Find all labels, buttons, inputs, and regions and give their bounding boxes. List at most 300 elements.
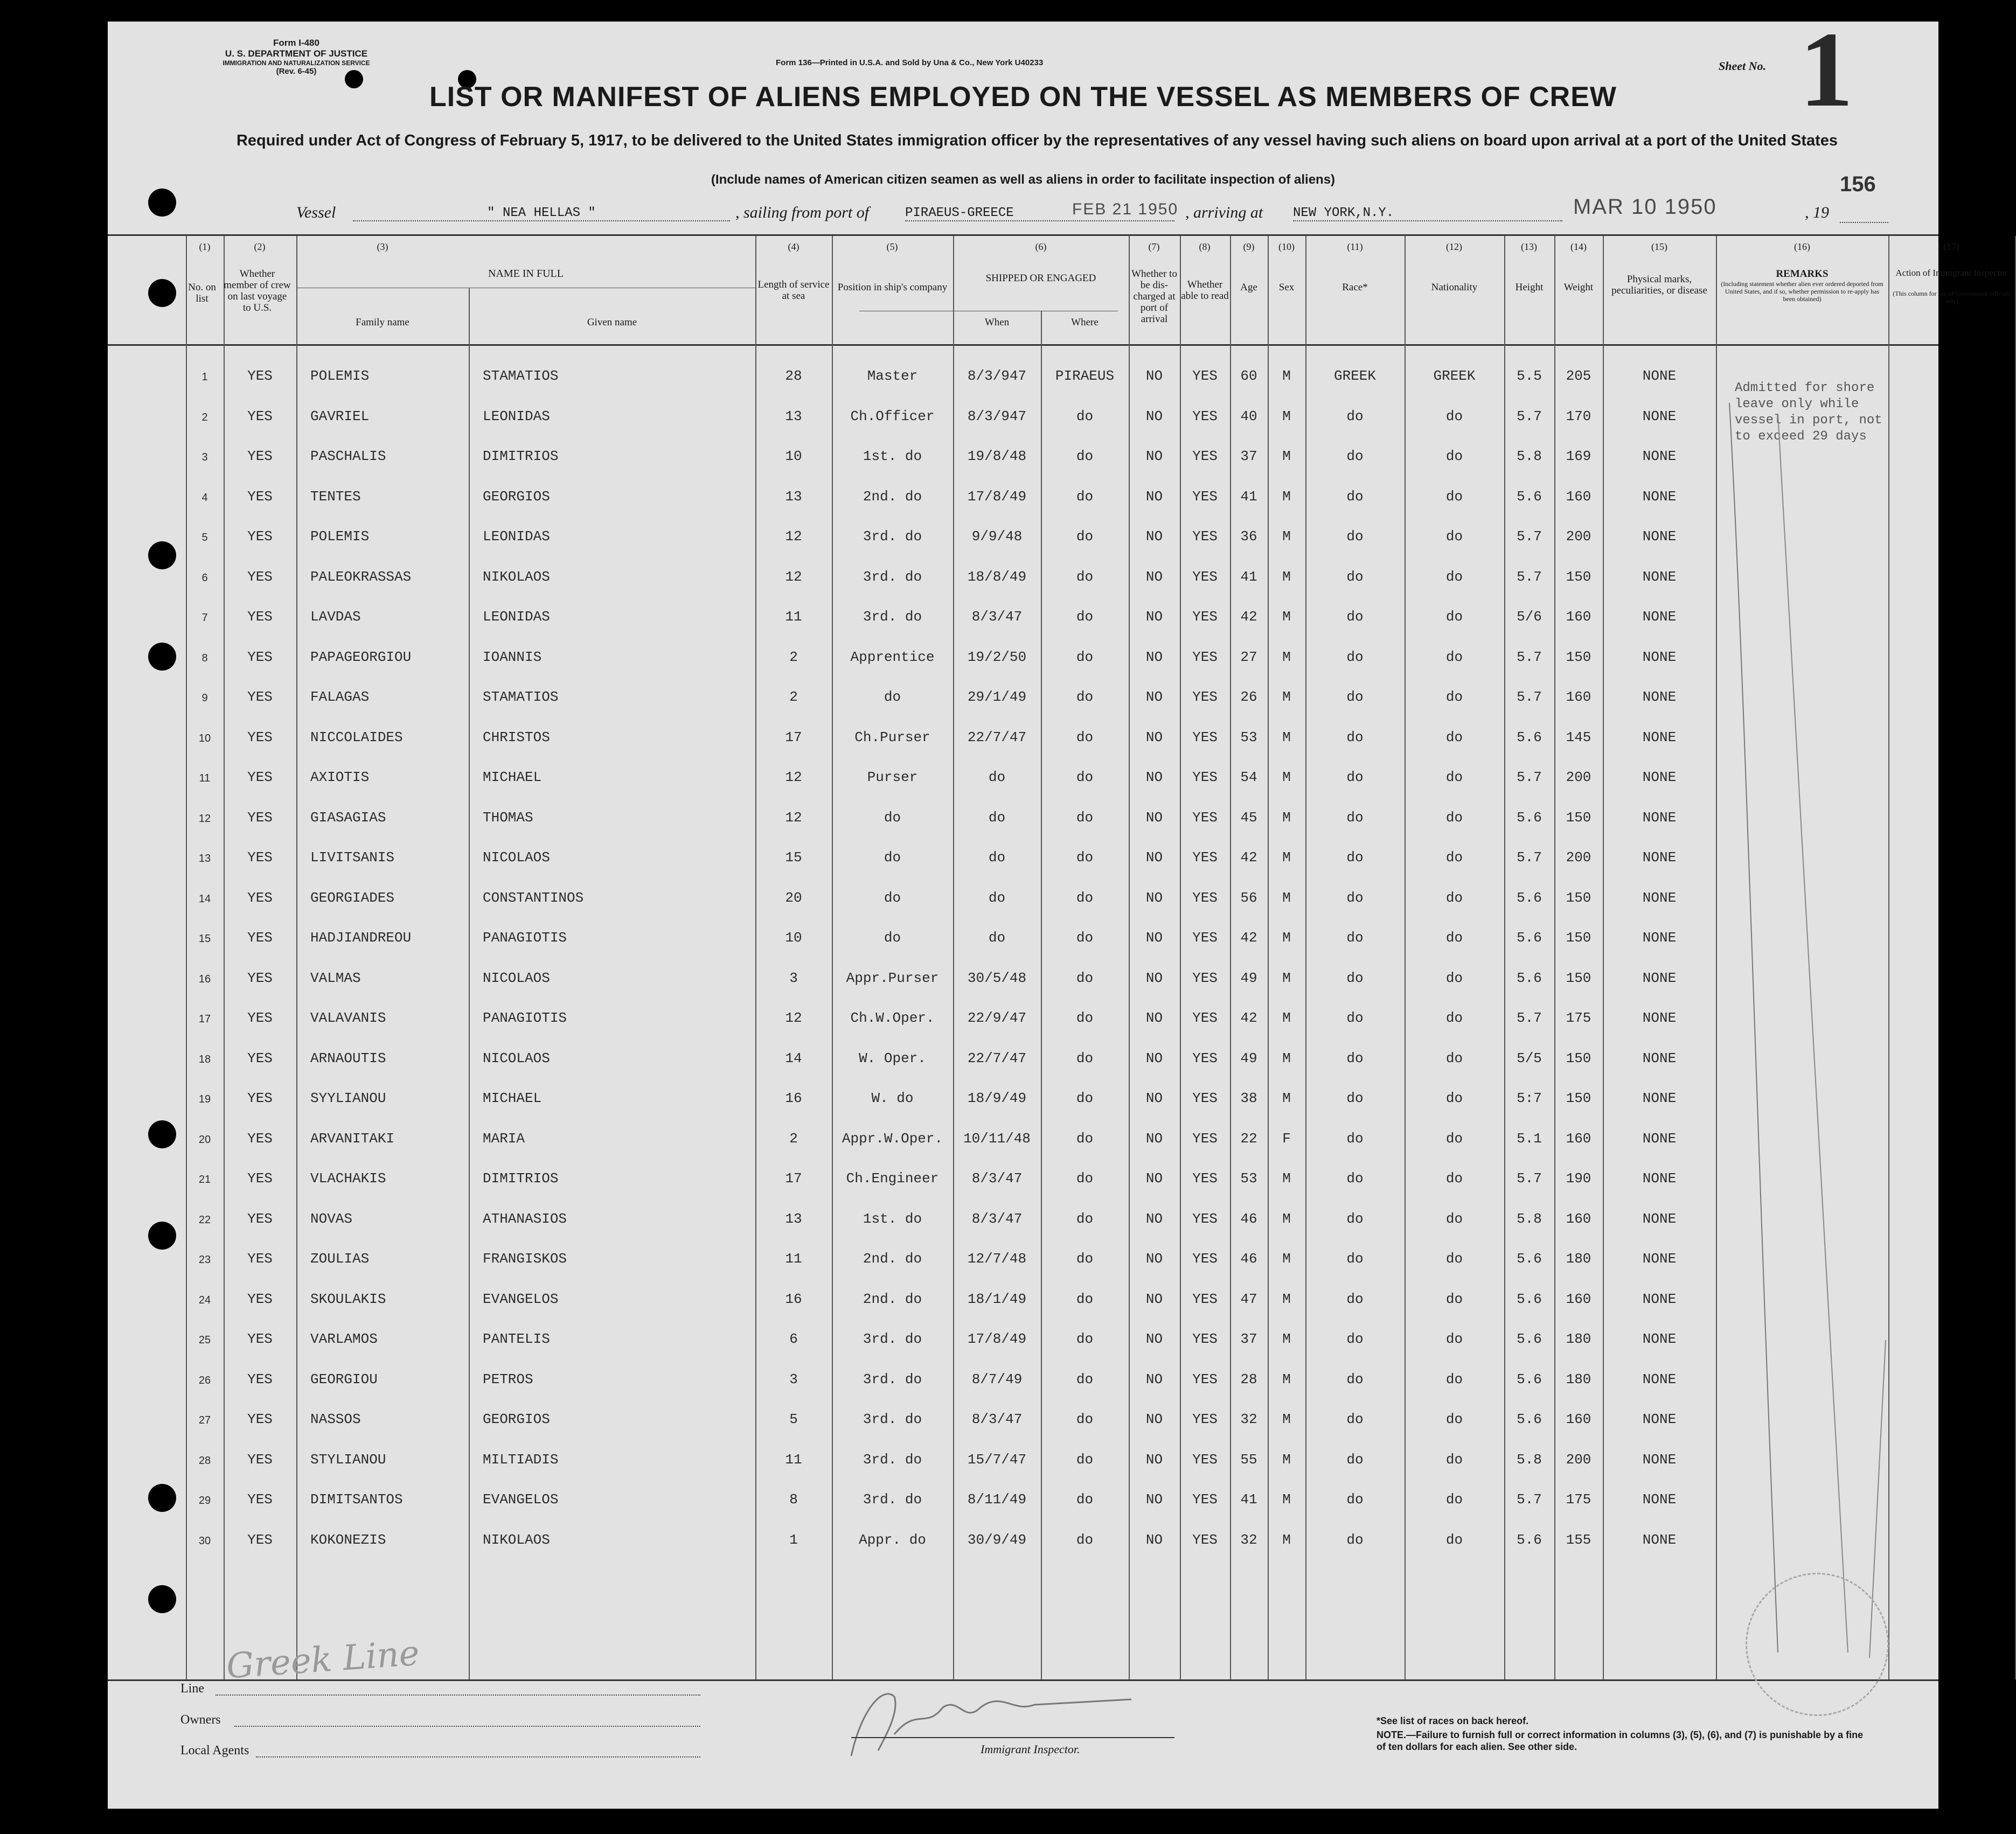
- cell-family-name: DIMITSANTOS: [310, 1491, 403, 1508]
- cell-read: YES: [1192, 769, 1218, 785]
- cell-read: YES: [1192, 809, 1218, 826]
- cell-race: do: [1346, 1010, 1364, 1026]
- cell-position: W. do: [871, 1090, 914, 1106]
- table-row: [108, 1521, 1938, 1561]
- cell-family-name: PASCHALIS: [310, 448, 386, 464]
- cell-age: 22: [1240, 1130, 1257, 1147]
- cell-when: 8/3/47: [971, 1411, 1023, 1427]
- cell-race: do: [1346, 528, 1364, 545]
- inclusion-note: (Include names of American citizen seamen as well as aliens in order to facilitate inspection of aliens): [711, 172, 1336, 187]
- agents-label: Local Agents: [180, 1744, 249, 1758]
- cell-discharged: NO: [1145, 488, 1163, 505]
- cell-position: do: [884, 849, 901, 866]
- cell-discharged: NO: [1145, 1251, 1163, 1267]
- cell-read: YES: [1192, 889, 1218, 906]
- cell-nationality: do: [1445, 849, 1463, 866]
- cell-age: 53: [1240, 1170, 1257, 1187]
- cell-given-name: PANTELIS: [483, 1331, 550, 1347]
- table-row: [108, 1040, 1938, 1080]
- cell-sex: M: [1282, 689, 1291, 705]
- cell-family-name: KOKONEZIS: [310, 1531, 386, 1548]
- cell-family-name: GAVRIEL: [310, 408, 370, 424]
- service: IMMIGRATION AND NATURALIZATION SERVICE: [223, 59, 370, 67]
- cell-marks: NONE: [1642, 889, 1677, 906]
- cell-service: 5: [789, 1411, 798, 1427]
- cell-sex: M: [1282, 568, 1291, 585]
- cell-marks: NONE: [1642, 1170, 1677, 1187]
- cell-service: 20: [785, 889, 802, 906]
- cell-previous-voyage: YES: [247, 1010, 273, 1026]
- table-row: [108, 758, 1938, 799]
- cell-previous-voyage: YES: [247, 1451, 273, 1468]
- cell-weight: 200: [1566, 769, 1591, 785]
- cell-where: do: [1076, 1331, 1094, 1347]
- cell-age: 40: [1240, 408, 1257, 424]
- cell-service: 1: [789, 1531, 798, 1548]
- cell-race: do: [1346, 1291, 1364, 1307]
- cell-nationality: do: [1445, 729, 1463, 745]
- cell-sex: F: [1282, 1130, 1291, 1147]
- cell-height: 5.6: [1517, 889, 1542, 906]
- cell-given-name: STAMATIOS: [483, 368, 559, 384]
- cell-position: Ch.W.Oper.: [850, 1010, 935, 1026]
- cell-sex: M: [1282, 970, 1291, 986]
- remarks-entry: Admitted for shore leave only while vessel in port, not to exceed 29 days: [1735, 381, 1882, 444]
- cell-position: 2nd. do: [863, 1291, 922, 1307]
- cell-height: 5.7: [1517, 769, 1542, 785]
- cell-where: do: [1076, 889, 1094, 906]
- row-number: 16: [198, 973, 211, 985]
- cell-weight: 180: [1566, 1371, 1591, 1387]
- cell-nationality: do: [1445, 408, 1463, 424]
- cell-service: 10: [785, 930, 802, 946]
- cell-family-name: NICCOLAIDES: [310, 729, 403, 745]
- cell-family-name: ZOULIAS: [310, 1251, 370, 1267]
- cell-age: 41: [1240, 568, 1257, 585]
- table-row: [108, 1441, 1938, 1481]
- header-shipped: SHIPPED OR ENGAGED: [985, 273, 1096, 284]
- cell-given-name: MICHAEL: [483, 1090, 542, 1106]
- penalty-note: NOTE.—Failure to furnish full or correct information in columns (3), (5), (6), and (7) is punishable by a fine of ten dollars for each alien. See other side.: [1377, 1730, 1864, 1752]
- column-number: (15): [1651, 241, 1667, 252]
- cell-where: do: [1076, 849, 1094, 866]
- cell-weight: 150: [1566, 1050, 1591, 1066]
- cell-when: 19/2/50: [967, 648, 1027, 665]
- cell-read: YES: [1192, 1090, 1218, 1106]
- column-number: (4): [788, 241, 800, 252]
- column-number: (3): [377, 241, 388, 252]
- cell-nationality: do: [1445, 1090, 1463, 1106]
- cell-where: do: [1076, 1291, 1094, 1307]
- cell-age: 42: [1240, 609, 1257, 625]
- cell-height: 5.7: [1517, 849, 1542, 866]
- cell-nationality: do: [1445, 1411, 1463, 1427]
- cell-service: 2: [789, 648, 798, 665]
- cell-family-name: STYLIANOU: [310, 1451, 386, 1468]
- cell-height: 5.1: [1517, 1130, 1542, 1147]
- row-number: 3: [201, 451, 208, 463]
- cell-position: 3rd. do: [863, 568, 922, 585]
- cell-sex: M: [1282, 849, 1291, 866]
- cell-previous-voyage: YES: [247, 889, 273, 906]
- cell-marks: NONE: [1642, 408, 1677, 424]
- cell-weight: 145: [1566, 729, 1591, 745]
- cell-where: do: [1076, 448, 1094, 464]
- cell-read: YES: [1192, 689, 1218, 705]
- cell-given-name: ATHANASIOS: [483, 1210, 567, 1227]
- cell-weight: 150: [1566, 889, 1591, 906]
- cell-when: 8/7/49: [971, 1371, 1023, 1387]
- cell-nationality: do: [1445, 1170, 1463, 1187]
- table-row: [108, 638, 1938, 679]
- sheet-label: Sheet No.: [1719, 59, 1766, 73]
- cell-service: 11: [785, 1251, 802, 1267]
- arriving-label: , arriving at: [1185, 204, 1263, 221]
- cell-height: 5.6: [1517, 1411, 1542, 1427]
- cell-nationality: do: [1445, 448, 1463, 464]
- cell-read: YES: [1192, 568, 1218, 585]
- cell-discharged: NO: [1145, 368, 1163, 384]
- sheet-number: 1: [1799, 10, 1853, 129]
- cell-previous-voyage: YES: [247, 1170, 273, 1187]
- cell-given-name: PETROS: [483, 1371, 533, 1387]
- cell-age: 37: [1240, 448, 1257, 464]
- cell-discharged: NO: [1145, 970, 1163, 986]
- cell-height: 5.7: [1517, 1170, 1542, 1187]
- cell-where: do: [1076, 1170, 1094, 1187]
- cell-sex: M: [1282, 408, 1291, 424]
- cell-marks: NONE: [1642, 648, 1677, 665]
- cell-nationality: do: [1445, 1451, 1463, 1468]
- header-discharged: Whether to be dis-charged at port of arrival: [1131, 268, 1177, 325]
- cell-weight: 169: [1566, 448, 1591, 464]
- cell-given-name: PANAGIOTIS: [483, 1010, 567, 1026]
- cell-marks: NONE: [1642, 1331, 1677, 1347]
- cell-previous-voyage: YES: [247, 1050, 273, 1066]
- cell-read: YES: [1192, 729, 1218, 745]
- cell-race: do: [1346, 609, 1364, 625]
- cell-weight: 200: [1566, 849, 1591, 866]
- cell-where: do: [1076, 1090, 1094, 1106]
- cell-previous-voyage: YES: [247, 1090, 273, 1106]
- cell-given-name: MILTIADIS: [483, 1451, 559, 1468]
- cell-age: 32: [1240, 1531, 1257, 1548]
- cell-where: do: [1076, 1371, 1094, 1387]
- cell-height: 5.8: [1517, 448, 1542, 464]
- form-id: Form I-480: [273, 38, 319, 48]
- cell-position: 2nd. do: [863, 1251, 922, 1267]
- cell-where: do: [1076, 930, 1094, 946]
- cell-service: 16: [785, 1090, 802, 1106]
- cell-previous-voyage: YES: [247, 1210, 273, 1227]
- cell-position: Ch.Officer: [850, 408, 935, 424]
- line-handwritten: Greek Line: [225, 1633, 421, 1687]
- cell-nationality: do: [1445, 1291, 1463, 1307]
- cell-marks: NONE: [1642, 1411, 1677, 1427]
- column-number: (16): [1794, 241, 1810, 252]
- cell-marks: NONE: [1642, 970, 1677, 986]
- cell-when: 18/9/49: [967, 1090, 1027, 1106]
- column-number: (8): [1199, 241, 1211, 252]
- arrival-port: NEW YORK,N.Y.: [1293, 206, 1562, 221]
- cell-family-name: HADJIANDREOU: [310, 930, 412, 946]
- cell-read: YES: [1192, 408, 1218, 424]
- cell-sex: M: [1282, 769, 1291, 785]
- cell-weight: 175: [1566, 1010, 1591, 1026]
- table-row: [108, 357, 1938, 398]
- cell-previous-voyage: YES: [247, 970, 273, 986]
- cell-age: 60: [1240, 368, 1257, 384]
- cell-given-name: EVANGELOS: [483, 1491, 559, 1508]
- cell-weight: 200: [1566, 528, 1591, 545]
- cell-position: W. Oper.: [859, 1050, 926, 1066]
- cell-marks: NONE: [1642, 488, 1677, 505]
- cell-height: 5.6: [1517, 1331, 1542, 1347]
- cell-family-name: SKOULAKIS: [310, 1291, 386, 1307]
- cell-previous-voyage: YES: [247, 648, 273, 665]
- cell-race: do: [1346, 1251, 1364, 1267]
- cell-weight: 160: [1566, 1210, 1591, 1227]
- cell-where: do: [1076, 1531, 1094, 1548]
- cell-where: PIRAEUS: [1055, 368, 1115, 384]
- cell-race: do: [1346, 1130, 1364, 1147]
- cell-previous-voyage: YES: [247, 930, 273, 946]
- sailing-date-stamp: FEB 21 1950: [1072, 200, 1179, 218]
- cell-position: 3rd. do: [863, 1411, 922, 1427]
- owners-label: Owners: [180, 1713, 221, 1727]
- cell-given-name: GEORGIOS: [483, 1411, 550, 1427]
- header-name: NAME IN FULL: [488, 268, 564, 280]
- cell-marks: NONE: [1642, 1010, 1677, 1026]
- form-identity: [189, 38, 404, 76]
- cell-service: 13: [785, 1210, 802, 1227]
- cell-weight: 150: [1566, 930, 1591, 946]
- cell-discharged: NO: [1145, 930, 1163, 946]
- header-bottom-rule: [108, 344, 1938, 346]
- cell-read: YES: [1192, 1010, 1218, 1026]
- cell-given-name: LEONIDAS: [483, 609, 550, 625]
- cell-where: do: [1076, 1491, 1094, 1508]
- cell-age: 42: [1240, 1010, 1257, 1026]
- cell-marks: NONE: [1642, 528, 1677, 545]
- cell-height: 5/6: [1517, 609, 1542, 625]
- cell-marks: NONE: [1642, 609, 1677, 625]
- page-number: 156: [1840, 172, 1876, 196]
- column-number: (2): [254, 241, 266, 252]
- cell-discharged: NO: [1145, 1010, 1163, 1026]
- header-action-note: (This column for use of Government officials only): [1893, 290, 2011, 305]
- cell-discharged: NO: [1145, 1411, 1163, 1427]
- year-blank: [1840, 222, 1888, 223]
- cell-previous-voyage: YES: [247, 448, 273, 464]
- cell-marks: NONE: [1642, 448, 1677, 464]
- cell-read: YES: [1192, 1331, 1218, 1347]
- cell-given-name: CHRISTOS: [483, 729, 550, 745]
- cell-height: 5.8: [1517, 1451, 1542, 1468]
- cell-sex: M: [1282, 809, 1291, 826]
- cell-when: 18/1/49: [967, 1291, 1027, 1307]
- crew-table: [108, 234, 2011, 1681]
- cell-height: 5.6: [1517, 809, 1542, 826]
- cell-race: do: [1346, 648, 1364, 665]
- cell-sex: M: [1282, 1291, 1291, 1307]
- cell-where: do: [1076, 1251, 1094, 1267]
- cell-height: 5.8: [1517, 1210, 1542, 1227]
- table-row: [108, 678, 1938, 719]
- cell-height: 5.7: [1517, 648, 1542, 665]
- cell-previous-voyage: YES: [247, 1371, 273, 1387]
- cell-where: do: [1076, 970, 1094, 986]
- cell-when: 17/8/49: [967, 1331, 1027, 1347]
- cell-age: 42: [1240, 930, 1257, 946]
- cell-previous-voyage: YES: [247, 1491, 273, 1508]
- owners-blank: [234, 1726, 700, 1727]
- header-action: Action of Immigrant Inspector: [1895, 268, 2008, 278]
- cell-service: 11: [785, 1451, 802, 1468]
- cell-family-name: GEORGIADES: [310, 889, 395, 906]
- header-read: Whether able to read: [1181, 279, 1229, 302]
- cell-sex: M: [1282, 889, 1291, 906]
- cell-read: YES: [1192, 1411, 1218, 1427]
- cell-age: 42: [1240, 849, 1257, 866]
- table-row: [108, 558, 1938, 598]
- row-number: 30: [198, 1535, 211, 1547]
- cell-read: YES: [1192, 1531, 1218, 1548]
- cell-marks: NONE: [1642, 809, 1677, 826]
- cell-family-name: VALAVANIS: [310, 1010, 386, 1026]
- cell-weight: 150: [1566, 568, 1591, 585]
- line-label: Line: [180, 1682, 204, 1696]
- cell-previous-voyage: YES: [247, 1251, 273, 1267]
- cell-discharged: NO: [1145, 1291, 1163, 1307]
- cell-age: 26: [1240, 689, 1257, 705]
- cell-height: 5.6: [1517, 930, 1542, 946]
- cell-service: 12: [785, 809, 802, 826]
- cell-where: do: [1076, 568, 1094, 585]
- cell-race: do: [1346, 1531, 1364, 1548]
- cell-when: 9/9/48: [971, 528, 1023, 545]
- cell-race: do: [1346, 1411, 1364, 1427]
- cell-where: do: [1076, 769, 1094, 785]
- cell-sex: M: [1282, 1090, 1291, 1106]
- cell-nationality: do: [1445, 1491, 1463, 1508]
- row-number: 27: [198, 1414, 211, 1426]
- cell-read: YES: [1192, 1371, 1218, 1387]
- year-label: , 19: [1805, 204, 1829, 221]
- subtitle: Required under Act of Congress of February 5, 1917, to be delivered to the United States immigration officer by the representatives of any vessel having such aliens on board upon arrival at a port of the United States: [236, 132, 1838, 149]
- cell-weight: 160: [1566, 1130, 1591, 1147]
- cell-race: do: [1346, 568, 1364, 585]
- header-family: Family name: [356, 317, 409, 328]
- cell-marks: NONE: [1642, 849, 1677, 866]
- cell-previous-voyage: YES: [247, 609, 273, 625]
- cell-race: do: [1346, 448, 1364, 464]
- header-no: No. on list: [188, 282, 216, 304]
- cell-read: YES: [1192, 1170, 1218, 1187]
- cell-marks: NONE: [1642, 1130, 1677, 1147]
- cell-nationality: do: [1445, 1130, 1463, 1147]
- cell-discharged: NO: [1145, 1170, 1163, 1187]
- cell-race: do: [1346, 970, 1364, 986]
- header-remarks: REMARKS: [1776, 268, 1829, 280]
- cell-where: do: [1076, 1010, 1094, 1026]
- cell-age: 47: [1240, 1291, 1257, 1307]
- cell-marks: NONE: [1642, 1451, 1677, 1468]
- row-number: 10: [198, 732, 211, 744]
- cell-service: 2: [789, 689, 798, 705]
- cell-height: 5.7: [1517, 689, 1542, 705]
- cell-nationality: do: [1445, 889, 1463, 906]
- cell-position: 3rd. do: [863, 609, 922, 625]
- cell-service: 12: [785, 769, 802, 785]
- cell-discharged: NO: [1145, 1090, 1163, 1106]
- cell-race: do: [1346, 849, 1364, 866]
- cell-when: 8/3/47: [971, 1210, 1023, 1227]
- cell-race: do: [1346, 930, 1364, 946]
- cell-when: do: [988, 849, 1006, 866]
- cell-given-name: THOMAS: [483, 809, 533, 826]
- table-row: [108, 398, 1938, 438]
- inspector-signature: [787, 1675, 1153, 1767]
- header-remarks-note: (Including statement whether alien ever ordered deported from United States, and if so, whether permission to re-apply has been obtained): [1721, 280, 1883, 303]
- inspector-rule: [851, 1737, 1174, 1738]
- cell-family-name: TENTES: [310, 488, 361, 505]
- cell-service: 17: [785, 729, 802, 745]
- cell-when: 30/9/49: [967, 1531, 1027, 1548]
- cell-nationality: do: [1445, 1331, 1463, 1347]
- cell-race: do: [1346, 889, 1364, 906]
- row-number: 17: [198, 1013, 211, 1025]
- table-row: [108, 1481, 1938, 1521]
- cell-age: 38: [1240, 1090, 1257, 1106]
- header-age: Age: [1240, 282, 1257, 293]
- cell-service: 12: [785, 528, 802, 545]
- cell-where: do: [1076, 689, 1094, 705]
- cell-height: 5.6: [1517, 488, 1542, 505]
- vessel-name: " NEA HELLAS ": [353, 206, 730, 221]
- cell-family-name: LAVDAS: [310, 609, 361, 625]
- cell-marks: NONE: [1642, 1050, 1677, 1066]
- cell-nationality: do: [1445, 609, 1463, 625]
- cell-marks: NONE: [1642, 729, 1677, 745]
- cell-nationality: do: [1445, 1371, 1463, 1387]
- cell-discharged: NO: [1145, 528, 1163, 545]
- cell-age: 41: [1240, 1491, 1257, 1508]
- column-number: (6): [1035, 241, 1047, 252]
- cell-position: 1st. do: [863, 1210, 922, 1227]
- cell-when: 8/3/47: [971, 1170, 1023, 1187]
- cell-nationality: do: [1445, 769, 1463, 785]
- cell-given-name: PANAGIOTIS: [483, 930, 567, 946]
- cell-age: 28: [1240, 1371, 1257, 1387]
- cell-height: 5.7: [1517, 568, 1542, 585]
- inspector-label: Immigrant Inspector.: [981, 1742, 1080, 1756]
- cell-when: do: [988, 809, 1006, 826]
- cell-discharged: NO: [1145, 568, 1163, 585]
- cell-race: do: [1346, 1451, 1364, 1468]
- cell-sex: M: [1282, 609, 1291, 625]
- cell-height: 5.7: [1517, 408, 1542, 424]
- cell-age: 37: [1240, 1331, 1257, 1347]
- cell-read: YES: [1192, 368, 1218, 384]
- cell-age: 49: [1240, 1050, 1257, 1066]
- revision: (Rev. 6-45): [276, 67, 317, 76]
- cell-given-name: NICOLAOS: [483, 1050, 550, 1066]
- cell-weight: 190: [1566, 1170, 1591, 1187]
- cell-nationality: do: [1445, 809, 1463, 826]
- table-row: [108, 1160, 1938, 1200]
- cell-sex: M: [1282, 1371, 1291, 1387]
